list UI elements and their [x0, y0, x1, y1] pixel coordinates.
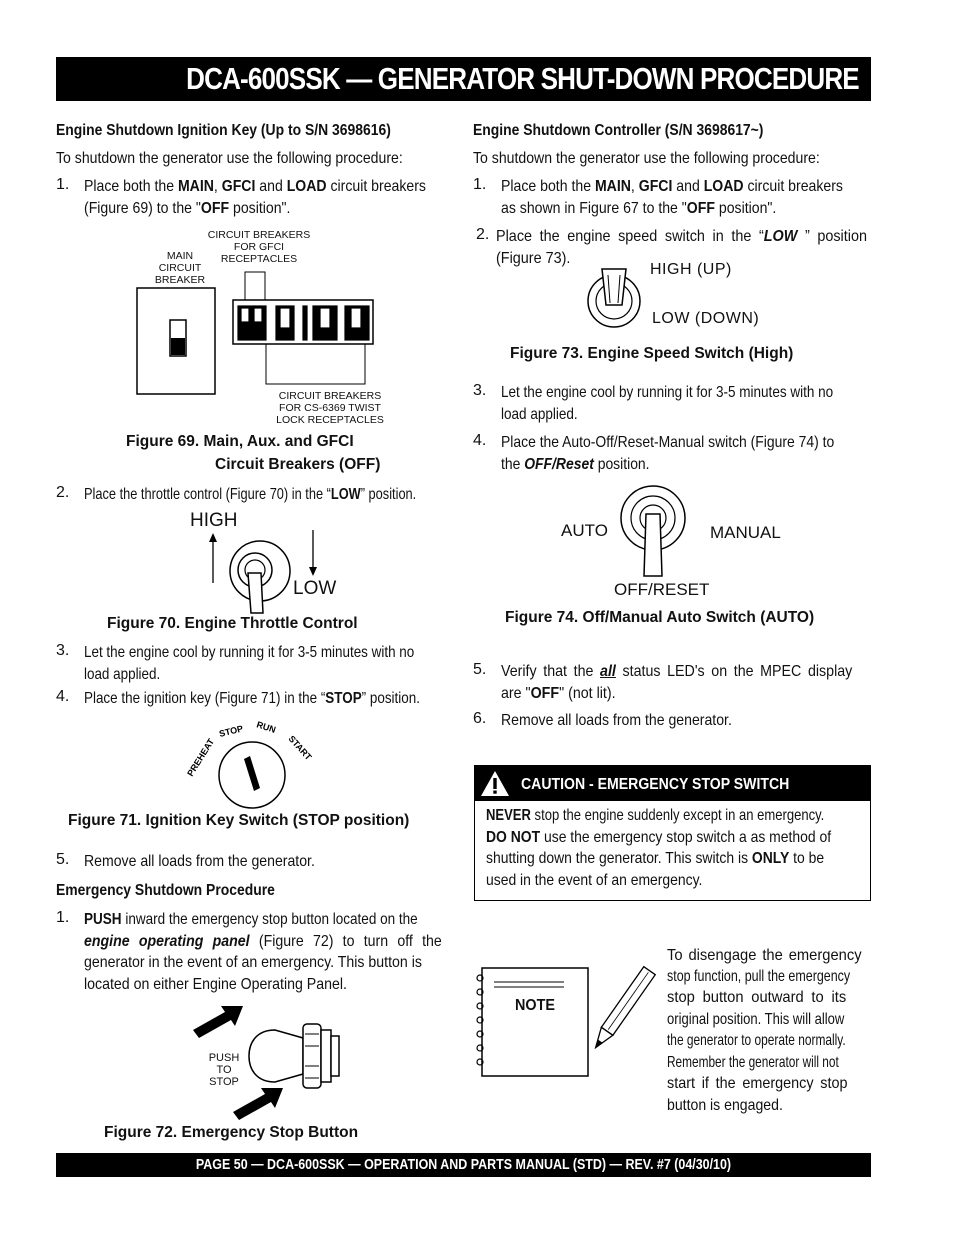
step-text: Place the Auto-Off/Reset-Manual switch (Figure 74) to the OFF/Reset position. [501, 434, 835, 473]
step-number: 5. [473, 661, 487, 678]
step-number: 1. [56, 909, 70, 926]
figure-72-caption: Figure 72. Emergency Stop Button [104, 1124, 359, 1141]
footer-text: PAGE 50 — DCA-600SSK — OPERATION AND PARTS MANUAL (STD) — REV. #7 (04/30/10) [195, 1157, 732, 1173]
step-number: 5. [56, 851, 70, 868]
label-low-down: LOW (DOWN) [652, 310, 760, 327]
circuit-breaker-diagram [135, 262, 385, 397]
step-text: Place both the MAIN, GFCI and LOAD circuit breakers (Figure 69) to the "OFF position". [84, 178, 426, 217]
figure-69-caption-line1: Figure 69. Main, Aux. and GFCI [126, 433, 354, 450]
note-line: start if the emergency stop [667, 1075, 848, 1092]
step-number: 2. [476, 226, 490, 243]
step-text: Remove all loads from the generator. [84, 853, 315, 870]
caution-title: CAUTION - EMERGENCY STOP SWITCH [521, 776, 790, 793]
figure-73-caption: Figure 73. Engine Speed Switch (High) [510, 345, 794, 362]
step-number: 1. [473, 176, 487, 193]
notepad-icon [472, 960, 662, 1080]
label-start: START [286, 733, 314, 763]
throttle-control-icon [205, 525, 325, 617]
speed-switch-icon [584, 265, 644, 335]
note-line: original position. This will allow [667, 1011, 845, 1028]
step-number: 3. [56, 642, 70, 659]
step-text: Place both the MAIN, GFCI and LOAD circuit breakers as shown in Figure 67 to the "OFF position". [501, 178, 843, 217]
figure-69-caption-line2: Circuit Breakers (OFF) [215, 456, 381, 473]
note-line: To disengage the emergency [667, 947, 862, 964]
label-manual: MANUAL [710, 523, 781, 542]
label-high: HIGH [190, 510, 238, 531]
step-text: Let the engine cool by running it for 3-5 minutes with no load applied. [501, 384, 834, 423]
auto-off-manual-switch-icon [618, 484, 690, 580]
step-number: 3. [473, 382, 487, 399]
figure-74-caption: Figure 74. Off/Manual Auto Switch (AUTO) [505, 609, 815, 626]
note-line: the generator to operate normally. [667, 1032, 846, 1049]
step-text: Place the ignition key (Figure 71) in the “STOP” position. [84, 690, 420, 707]
label-off-reset: OFF/RESET [614, 580, 710, 599]
note-line: button is engaged. [667, 1097, 783, 1114]
label-preheat: PREHEAT [185, 736, 217, 779]
step-number: 4. [473, 432, 487, 449]
note-line: Remember the generator will not [667, 1054, 839, 1071]
left-heading-emergency: Emergency Shutdown Procedure [56, 882, 275, 899]
note-line: stop button outward to its [667, 989, 847, 1006]
page-title: DCA-600SSK — GENERATOR SHUT-DOWN PROCEDURE [186, 61, 859, 96]
step-text: Let the engine cool by running it for 3-5 minutes with no load applied. [84, 644, 415, 683]
label-run: RUN [255, 719, 278, 735]
step-number: 2. [56, 484, 70, 501]
label-push-to-stop: PUSH TO STOP [208, 1052, 240, 1088]
step-text: Place the throttle control (Figure 70) in the “LOW” position. [84, 486, 417, 503]
step-text: Place the engine speed switch in the “LOW ” position (Figure 73). [496, 228, 867, 267]
right-heading-controller: Engine Shutdown Controller (S/N 3698617~) [473, 122, 764, 139]
footer-bar [56, 1153, 871, 1177]
label-gfci-breakers: CIRCUIT BREAKERS FOR GFCI RECEPTACLES [207, 229, 311, 265]
caution-text: NEVER stop the engine suddenly except in an emergency. DO NOT use the emergency stop switch a as method of shutting down the generator. This switch is ONLY to be used in the event of an emergency. [486, 807, 832, 889]
figure-71-caption: Figure 71. Ignition Key Switch (STOP position) [68, 812, 410, 829]
note-label: NOTE [515, 997, 556, 1014]
caution-box [474, 765, 871, 901]
step-text: Remove all loads from the generator. [501, 712, 732, 729]
step-text: Verify that the all status LED's on the MPEC display are "OFF" (not lit). [501, 663, 853, 702]
title-bar [56, 57, 871, 101]
step-number: 6. [473, 710, 487, 727]
step-number: 4. [56, 688, 70, 705]
label-stop: STOP [218, 723, 245, 739]
figure-70-caption: Figure 70. Engine Throttle Control [107, 615, 358, 632]
note-line: stop function, pull the emergency [667, 968, 851, 985]
label-low: LOW [293, 578, 337, 599]
label-main-breaker: MAIN CIRCUIT BREAKER [154, 250, 206, 286]
label-twist-lock-breakers: CIRCUIT BREAKERS FOR CS-6369 TWIST LOCK RECEPTACLES [276, 390, 384, 426]
label-auto: AUTO [561, 521, 608, 540]
warning-icon [480, 770, 510, 797]
step-text: PUSH inward the emergency stop button located on the engine operating panel (Figure 72) to turn off the generator in the event of an emergency. This button is located on either Engine Operating Panel. [84, 911, 442, 993]
left-intro: To shutdown the generator use the following procedure: [56, 150, 403, 167]
ignition-key-switch-icon [180, 715, 325, 810]
step-number: 1. [56, 176, 70, 193]
caution-header [475, 766, 870, 801]
right-intro: To shutdown the generator use the following procedure: [473, 150, 820, 167]
label-high-up: HIGH (UP) [650, 261, 732, 278]
left-heading-ignition-key: Engine Shutdown Ignition Key (Up to S/N 3698616) [56, 122, 391, 139]
